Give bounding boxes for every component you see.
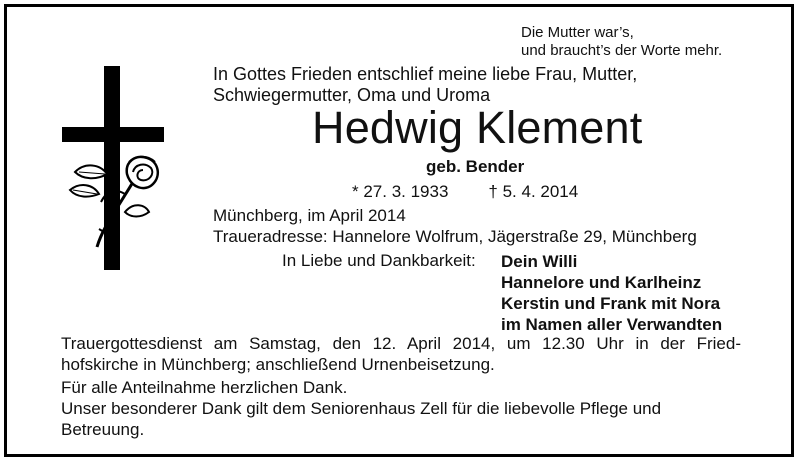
thanks-label: In Liebe und Dankbarkeit:: [282, 251, 476, 270]
birth-date: * 27. 3. 1933: [352, 182, 449, 201]
cross-with-rose-icon: [55, 62, 170, 274]
mourner-line: Hannelore und Karlheinz: [501, 273, 702, 292]
intro-text: [213, 64, 637, 106]
service-line: Trauergottesdienst am Samstag, den 12. April 2014, um 12.30 Uhr in der Fried-: [61, 334, 741, 353]
life-dates: [352, 182, 578, 202]
service-line: hofskirche in Münchberg; anschließend Urnenbeisetzung.: [61, 355, 495, 374]
mourner-line: im Namen aller Verwandten: [501, 315, 723, 334]
mourners-list: [501, 251, 722, 335]
motto-line: und braucht’s der Worte mehr.: [521, 42, 723, 59]
closing-line: Unser besonderer Dank gilt dem Seniorenhaus Zell für die liebevolle Pflege und: [61, 399, 662, 418]
mourner-line: Kerstin und Frank mit Nora: [501, 294, 721, 313]
motto-line: Die Mutter war’s,: [521, 24, 634, 41]
motto-quote: [521, 24, 722, 60]
deceased-name: Hedwig Klement: [312, 102, 643, 153]
intro-line: Schwiegermutter, Oma und Uroma: [213, 85, 491, 105]
intro-line: In Gottes Frieden entschlief meine liebe Frau, Mutter,: [213, 64, 638, 84]
mourning-address: Traueradresse: Hannelore Wolfrum, Jägerstraße 29, Münchberg: [213, 227, 697, 246]
closing-line: Für alle Anteilnahme herzlichen Dank.: [61, 378, 348, 397]
mourner-line: Dein Willi: [501, 252, 578, 271]
closing-thanks: [61, 377, 761, 440]
place-date: Münchberg, im April 2014: [213, 206, 406, 225]
maiden-name: geb. Bender: [426, 157, 525, 176]
funeral-service-text: [61, 333, 741, 375]
closing-line: Betreuung.: [61, 420, 145, 439]
place-and-address: [213, 205, 697, 247]
death-date: † 5. 4. 2014: [488, 182, 579, 201]
